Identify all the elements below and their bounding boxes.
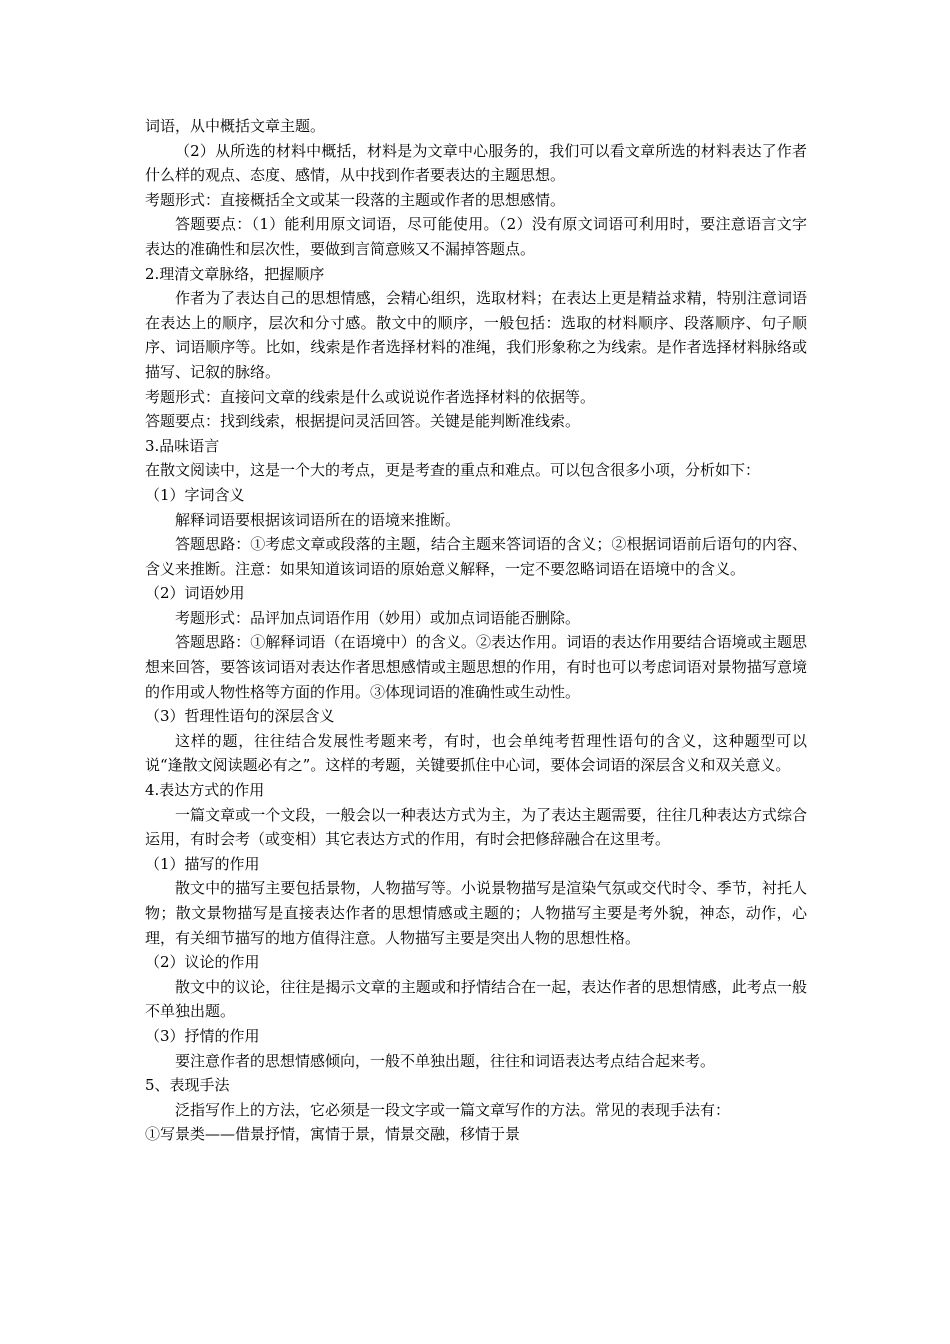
subsection-heading: （1）描写的作用: [145, 854, 260, 873]
paragraph: 散文中的描写主要包括景物，人物描写等。小说景物描写是渲染气氛或交代时令、季节，衬托人物；散文景物描写是直接表达作者的思想情感或主题的；人物描写主要是考外貌，神态，动作，心理，有关细节描写的地方值得注意。人物描写主要是突出人物的思想性格。: [145, 879, 807, 947]
paragraph: 答题思路：①解释词语（在语境中）的含义。②表达作用。词语的表达作用要结合语境或主题思想来回答，要答该词语对表达作者思想感情或主题思想的作用，有时也可以考虑词语对景物描写意境的作用或人物性格等方面的作用。③体现词语的准确性或生动性。: [145, 633, 807, 701]
paragraph: 作者为了表达自己的思想情感，会精心组织，选取材料；在表达上更是精益求精，特别注意词语在表达上的顺序，层次和分寸感。散文中的顺序，一般包括：选取的材料顺序、段落顺序、句子顺序、词语顺序等。比如，线索是作者选择材料的准绳，我们形象称之为线索。是作者选择材料脉络或描写、记叙的脉络。: [145, 289, 807, 381]
paragraph: 在散文阅读中，这是一个大的考点，更是考查的重点和难点。可以包含很多小项，分析如下：: [145, 461, 761, 480]
section-heading: 3.品味语言: [145, 436, 220, 455]
paragraph: 答题要点：找到线索，根据提问灵活回答。关键是能判断准线索。: [145, 412, 581, 431]
subsection-heading: （2）议论的作用: [145, 953, 260, 972]
subsection-heading: （3）抒情的作用: [145, 1026, 260, 1045]
section-heading: 5、表现手法: [145, 1076, 230, 1095]
paragraph: 答题要点：（1）能利用原文词语，尽可能使用。（2）没有原文词语可利用时，要注意语言文字表达的准确性和层次性，要做到言简意赅又不漏掉答题点。: [145, 215, 807, 258]
paragraph: 这样的题，往往结合发展性考题来考，有时，也会单纯考哲理性语句的含义，这种题型可以说“逢散文阅读题必有之”。这样的考题，关键要抓住中心词，要体会词语的深层含义和双关意义。: [145, 731, 807, 775]
section-heading: 4.表达方式的作用: [145, 781, 265, 800]
paragraph: 散文中的议论，往往是揭示文章的主题或和抒情结合在一起，表达作者的思想情感，此考点一般不单独出题。: [145, 977, 807, 1021]
subsection-heading: （2）词语妙用: [145, 584, 245, 603]
paragraph: 考题形式：直接问文章的线索是什么或说说作者选择材料的依据等。: [145, 387, 596, 406]
paragraph: （2）从所选的材料中概括，材料是为文章中心服务的，我们可以看文章所选的材料表达了作者什么样的观点、态度、感情，从中找到作者要表达的主题思想。: [145, 141, 807, 185]
paragraph: ①写景类——借景抒情，寓情于景，情景交融，移情于景: [145, 1125, 521, 1144]
paragraph: 答题思路：①考虑文章或段落的主题，结合主题来答词语的含义；②根据词语前后语句的内容、含义来推断。注意：如果知道该词语的原始意义解释，一定不要忽略词语在语境中的含义。: [145, 535, 807, 578]
paragraph: 解释词语要根据该词语所在的语境来推断。: [175, 510, 461, 529]
paragraph: 泛指写作上的方法，它必须是一段文字或一篇文章写作的方法。常见的表现手法有：: [175, 1100, 731, 1119]
paragraph: 词语，从中概括文章主题。: [145, 117, 326, 135]
paragraph: 考题形式：直接概括全文或某一段落的主题或作者的思想感情。: [145, 190, 566, 209]
document-body: [145, 114, 807, 1147]
paragraph: 要注意作者的思想情感倾向，一般不单独出题，往往和词语表达考点结合起来考。: [175, 1051, 716, 1070]
paragraph: 一篇文章或一个文段，一般会以一种表达方式为主，为了表达主题需要，往往几种表达方式综合运用，有时会考（或变相）其它表达方式的作用，有时会把修辞融合在这里考。: [145, 805, 807, 849]
section-heading: 2.理清文章脉络，把握顺序: [145, 264, 325, 283]
paragraph: 考题形式：品评加点词语作用（妙用）或加点词语能否删除。: [175, 608, 581, 627]
subsection-heading: （3）哲理性语句的深层含义: [145, 707, 335, 726]
subsection-heading: （1）字词含义: [145, 485, 245, 504]
